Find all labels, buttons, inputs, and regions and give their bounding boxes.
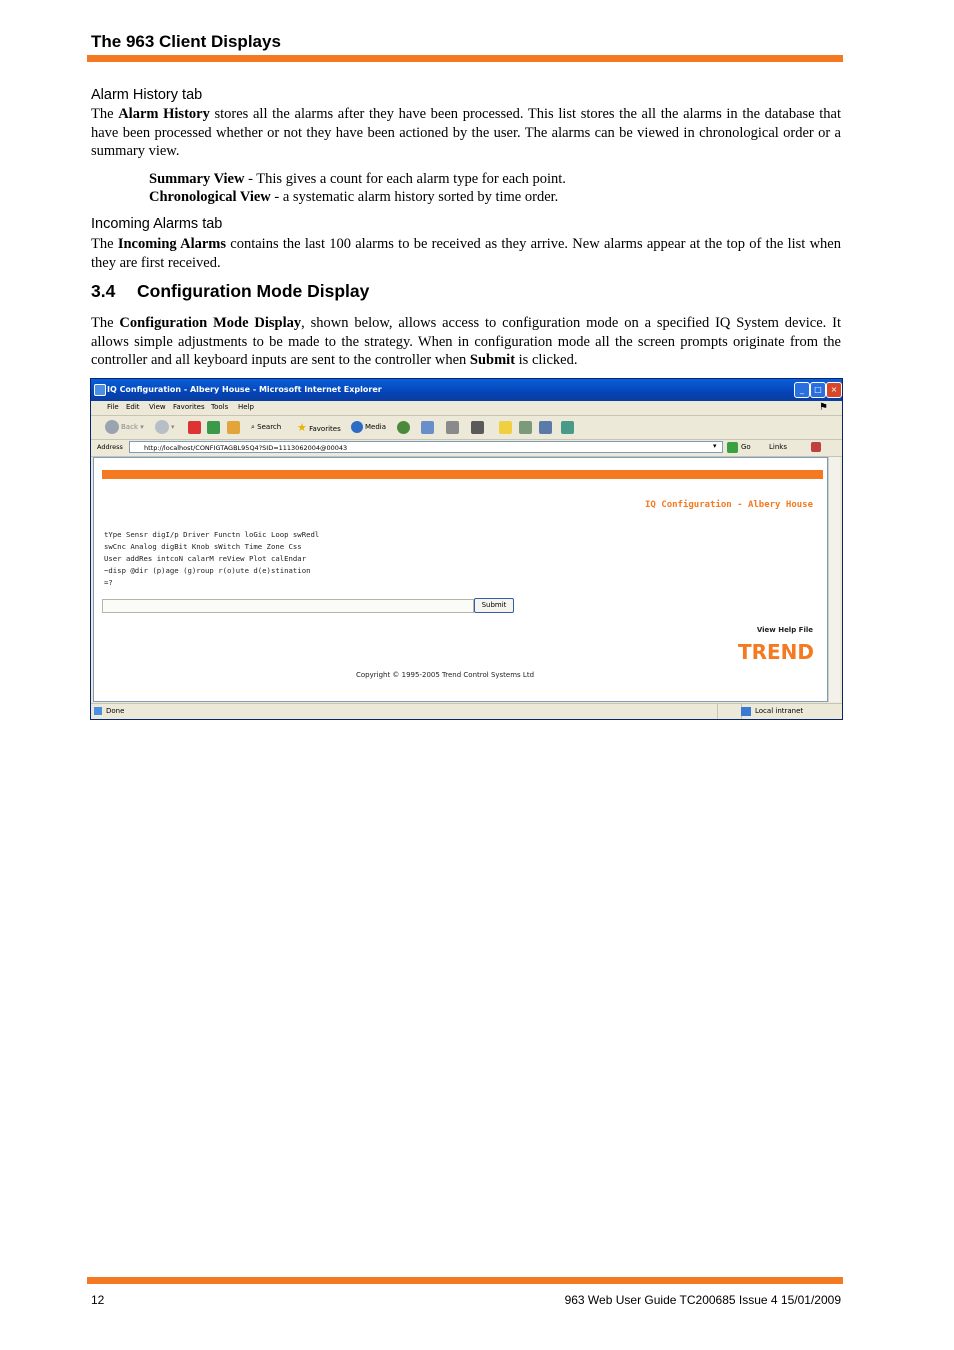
config-mode-paragraph: The Configuration Mode Display, shown below, allows access to configuration mode on a specified IQ System device. It allows simple adjustments to be made to the strategy. When in configuration mode all the screen prompts originate from the controller and all keyboard inputs are sent to the controller when Submit is clicked. bbox=[91, 315, 841, 368]
document-reference: 963 Web User Guide TC200685 Issue 4 15/01/2009 bbox=[564, 1293, 841, 1307]
favorites-button[interactable]: ★ Favorites bbox=[297, 421, 341, 434]
back-arrow-icon bbox=[105, 420, 119, 434]
header-rule bbox=[87, 55, 843, 62]
trend-logo bbox=[730, 640, 823, 662]
terminal-line: ~disp @dir (p)age (g)roup r(o)ute d(e)stination bbox=[104, 566, 311, 575]
summary-view-item: Summary View - This gives a count for each alarm type for each point. bbox=[149, 171, 566, 187]
terminal-line: User addRes intcoN calarM reView Plot calEndar bbox=[104, 554, 307, 563]
copyright-text: Copyright © 1995-2005 Trend Control Systems Ltd bbox=[356, 671, 535, 679]
ie-icon bbox=[94, 384, 106, 396]
menu-tools[interactable]: Tools bbox=[211, 403, 229, 411]
media-button[interactable]: Media bbox=[351, 420, 386, 435]
print-icon[interactable] bbox=[446, 421, 459, 434]
search-button[interactable]: ⌕ Search bbox=[251, 423, 282, 431]
incoming-alarms-subheading: Incoming Alarms tab bbox=[91, 216, 223, 232]
go-arrow-icon[interactable] bbox=[727, 442, 738, 453]
address-dropdown-icon[interactable]: ▾ bbox=[713, 442, 717, 450]
incoming-alarms-paragraph: The Incoming Alarms contains the last 100 alarms to be received as they arrive. New alarms appear at the top of the list when they are first received. bbox=[91, 236, 841, 271]
menu-view[interactable]: View bbox=[149, 403, 166, 411]
status-divider bbox=[717, 704, 718, 720]
address-input[interactable]: http://localhost/CONFIGTAGBL95Q4?SID=1113062004@00043 bbox=[129, 441, 723, 453]
media-icon bbox=[351, 421, 363, 433]
forward-arrow-icon bbox=[155, 420, 169, 434]
close-icon[interactable]: × bbox=[826, 382, 842, 398]
edit-icon[interactable] bbox=[471, 421, 484, 434]
messenger-icon[interactable] bbox=[519, 421, 532, 434]
tools-icon[interactable] bbox=[561, 421, 574, 434]
toolbar bbox=[91, 416, 842, 440]
research-icon[interactable] bbox=[539, 421, 552, 434]
page-done-icon bbox=[94, 707, 102, 715]
menu-bar bbox=[91, 401, 842, 416]
go-button[interactable]: Go bbox=[741, 443, 751, 451]
address-bar bbox=[91, 440, 842, 457]
menu-favorites[interactable]: Favorites bbox=[173, 403, 205, 411]
browser-screenshot bbox=[90, 378, 843, 720]
stop-icon[interactable] bbox=[188, 421, 201, 434]
page-content bbox=[93, 457, 828, 702]
trend-logo-text: TREND bbox=[737, 640, 815, 662]
command-input[interactable] bbox=[102, 599, 474, 613]
status-bar bbox=[91, 703, 842, 720]
forward-button[interactable]: ▾ bbox=[155, 420, 175, 435]
search-icon: ⌕ bbox=[251, 423, 255, 431]
back-button[interactable]: Back ▾ bbox=[105, 420, 144, 435]
page-orange-banner bbox=[102, 470, 823, 479]
status-text: Done bbox=[106, 707, 125, 715]
menu-file[interactable]: File bbox=[107, 403, 119, 411]
zone-text: Local intranet bbox=[755, 707, 804, 715]
terminal-line: =? bbox=[104, 578, 113, 587]
page-header-title: The 963 Client Displays bbox=[91, 32, 281, 51]
windows-flag-icon: ⚑ bbox=[819, 402, 828, 413]
home-icon[interactable] bbox=[227, 421, 240, 434]
terminal-output bbox=[104, 529, 319, 589]
browser-titlebar bbox=[91, 379, 842, 401]
window-title: IQ Configuration - Albery House - Microsoft Internet Explorer bbox=[107, 385, 382, 394]
section-heading: 3.4 Configuration Mode Display bbox=[91, 281, 370, 301]
history-icon[interactable] bbox=[397, 421, 410, 434]
view-help-file-link[interactable]: View Help File bbox=[756, 626, 813, 634]
footer-rule bbox=[87, 1277, 843, 1284]
chronological-view-item: Chronological View - a systematic alarm history sorted by time order. bbox=[149, 189, 559, 205]
terminal-line: swCnc Analog digBit Knob sWitch Time Zone Css bbox=[104, 542, 302, 551]
address-label: Address bbox=[97, 443, 123, 451]
terminal-line: tYpe Sensr digI/p Driver Functn loGic Loop swRedl bbox=[104, 530, 320, 539]
links-button[interactable]: Links bbox=[769, 443, 787, 451]
iq-configuration-title: IQ Configuration - Albery House bbox=[645, 500, 813, 510]
refresh-icon[interactable] bbox=[207, 421, 220, 434]
minimize-icon[interactable]: _ bbox=[794, 382, 810, 398]
submit-button[interactable]: Submit bbox=[474, 598, 514, 613]
vertical-scrollbar[interactable] bbox=[828, 457, 840, 702]
mail-icon[interactable] bbox=[421, 421, 434, 434]
menu-edit[interactable]: Edit bbox=[126, 403, 140, 411]
alarm-history-paragraph: The Alarm History stores all the alarms after they have been processed. This list stores the all the alarms in the database that have been processed whether or not they have been actioned by the user. The alarms can be viewed in chronological order or a summary view. bbox=[91, 106, 841, 159]
maximize-icon[interactable]: □ bbox=[810, 382, 826, 398]
discuss-icon[interactable] bbox=[499, 421, 512, 434]
page-number: 12 bbox=[91, 1293, 105, 1307]
star-icon: ★ bbox=[297, 421, 307, 434]
menu-help[interactable]: Help bbox=[238, 403, 254, 411]
toolbar-extension-icon[interactable] bbox=[811, 442, 821, 452]
alarm-history-subheading: Alarm History tab bbox=[91, 87, 203, 103]
intranet-icon bbox=[741, 707, 751, 716]
